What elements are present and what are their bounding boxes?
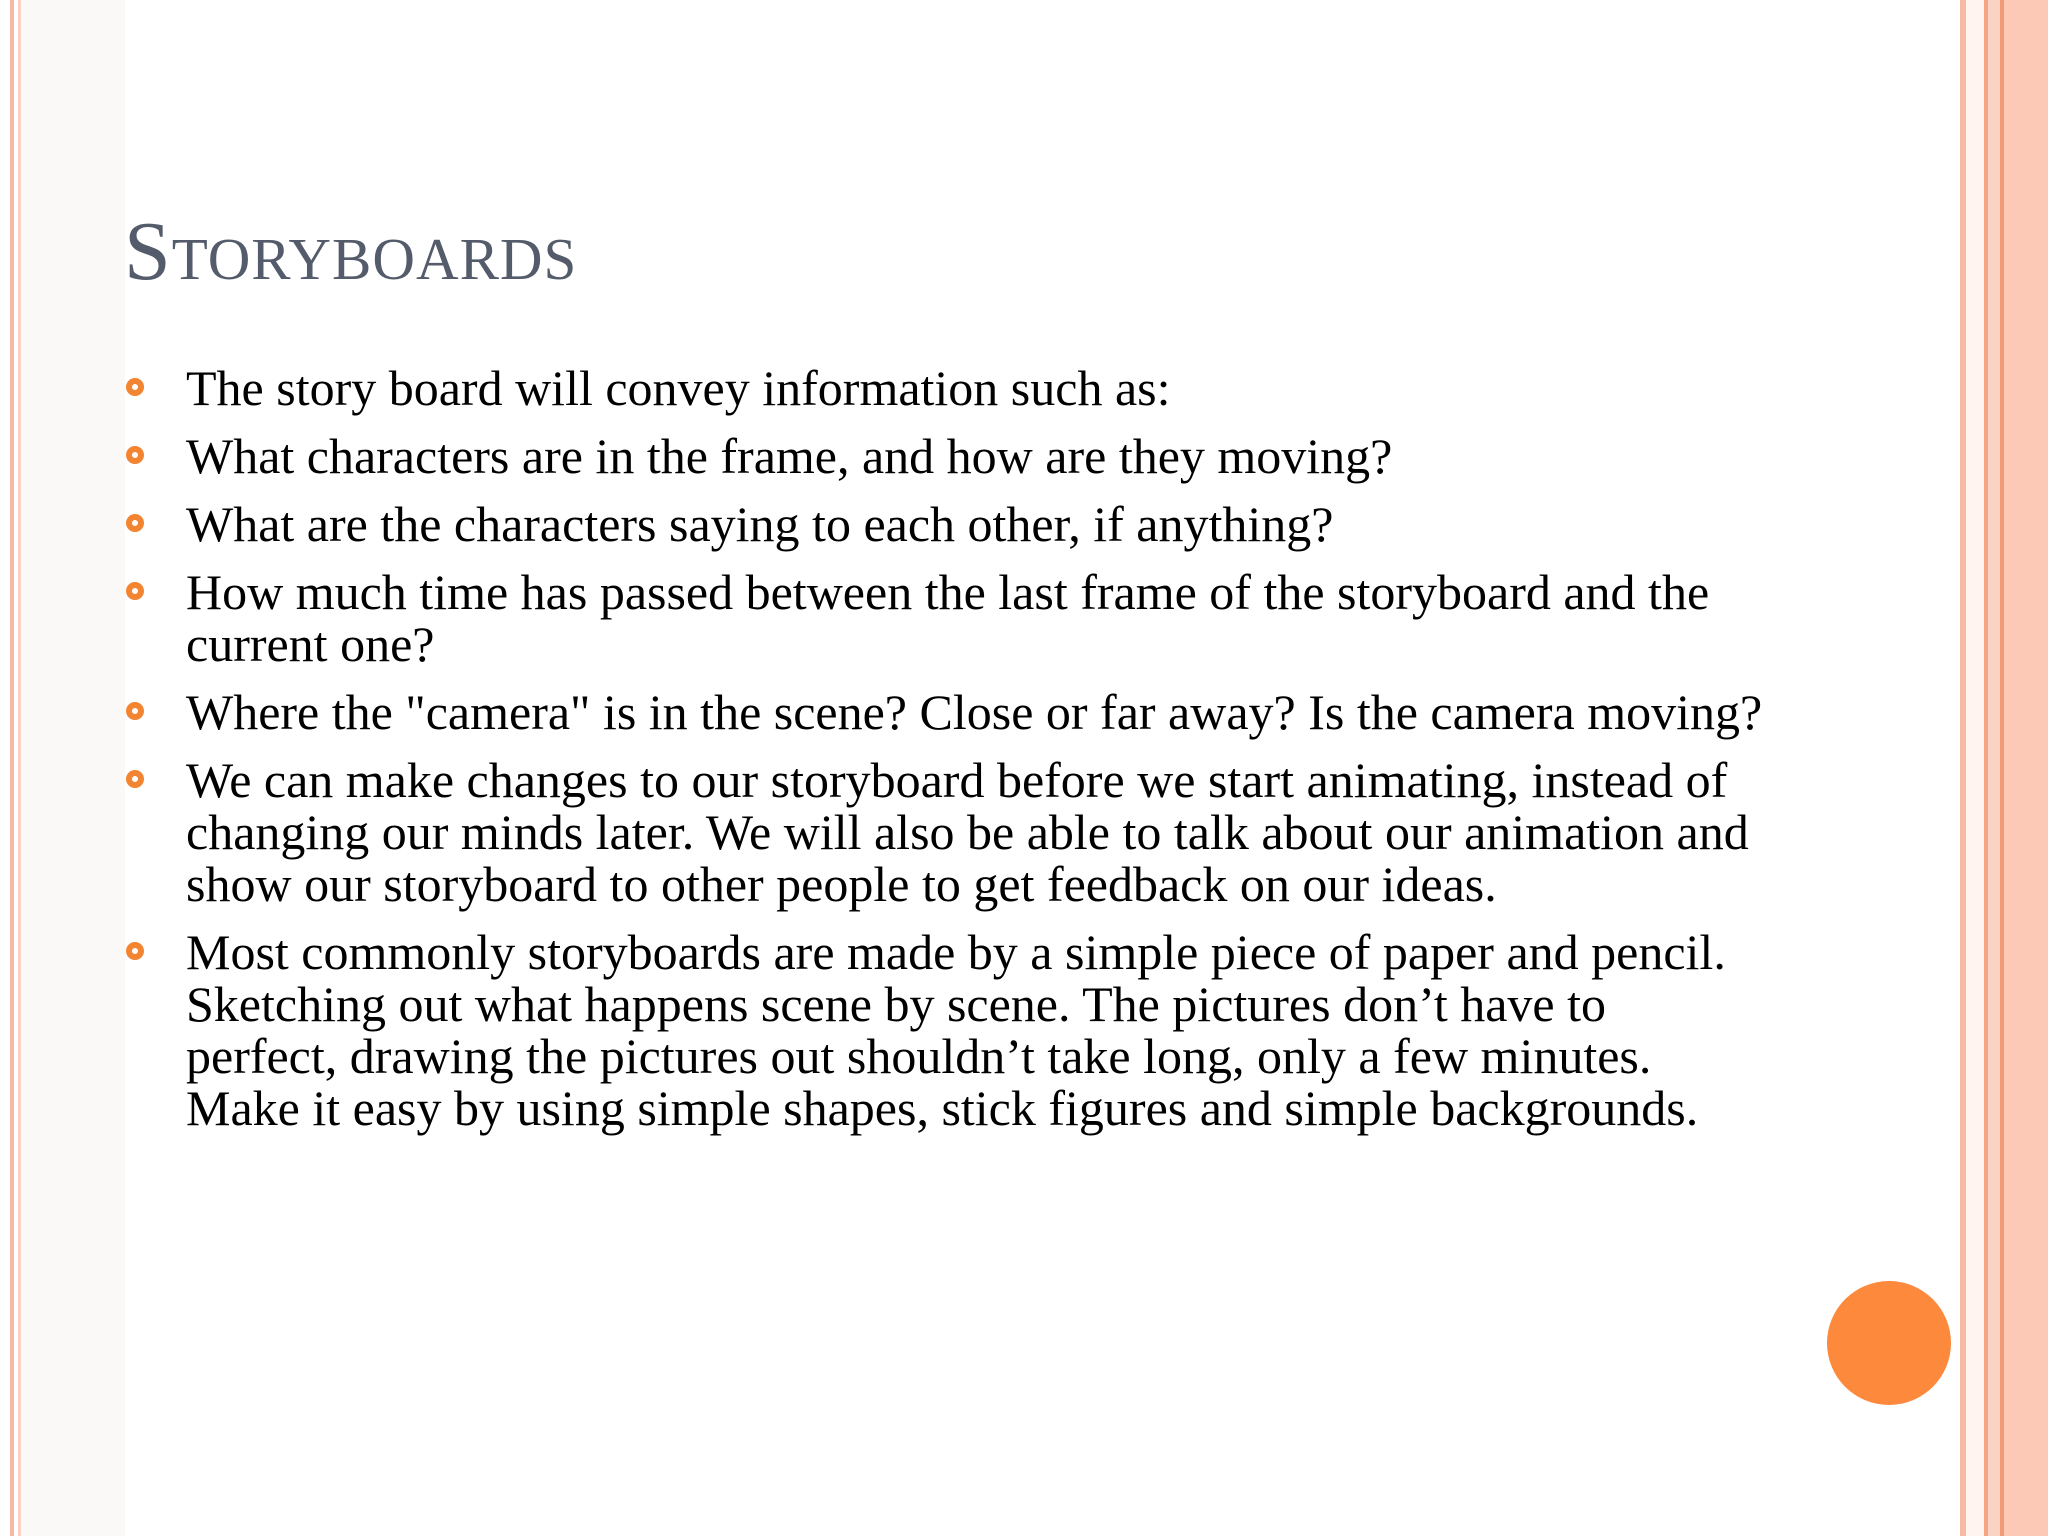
bullet-circle-icon	[126, 582, 144, 600]
right-border-band-outer	[2004, 0, 2048, 1536]
right-border-band	[1966, 0, 1984, 1536]
bullet-item	[124, 926, 1764, 1134]
bullet-item	[124, 430, 1764, 482]
bullet-circle-icon	[126, 446, 144, 464]
bullet-item	[124, 754, 1764, 910]
bullet-item	[124, 566, 1764, 670]
bullet-text: What characters are in the frame, and how are they moving?	[186, 428, 1393, 484]
bullet-item	[124, 686, 1764, 738]
right-border-band-mid	[1988, 0, 2000, 1536]
orange-circle-decoration	[1827, 1281, 1951, 1405]
bullet-circle-icon	[126, 770, 144, 788]
bullet-text: How much time has passed between the last frame of the storyboard and the current one?	[186, 564, 1710, 672]
slide-title: Storyboards	[124, 205, 578, 298]
bullet-item	[124, 362, 1764, 414]
bullet-item	[124, 498, 1764, 550]
bullet-circle-icon	[126, 942, 144, 960]
bullet-text: We can make changes to our storyboard before we start animating, instead of changing our minds later. We will also be able to talk about our animation and show our storyboard to other people to get feedback on our ideas.	[186, 752, 1749, 912]
bullet-text: The story board will convey information such as:	[186, 360, 1171, 416]
left-border-strip	[21, 0, 125, 1536]
bullet-text: Most commonly storyboards are made by a simple piece of paper and pencil. Sketching out what happens scene by scene. The pictures don’t have to perfect, drawing the pictures out shouldn’t take long, only a few minutes. Make it easy by using simple shapes, stick figures and simple backgrounds.	[186, 924, 1726, 1136]
bullet-circle-icon	[126, 702, 144, 720]
bullet-circle-icon	[126, 378, 144, 396]
left-border-line	[10, 0, 14, 1536]
bullet-circle-icon	[126, 514, 144, 532]
bullet-text: Where the "camera" is in the scene? Close or far away? Is the camera moving?	[186, 684, 1763, 740]
bullet-list	[124, 362, 1764, 1150]
bullet-text: What are the characters saying to each other, if anything?	[186, 496, 1334, 552]
